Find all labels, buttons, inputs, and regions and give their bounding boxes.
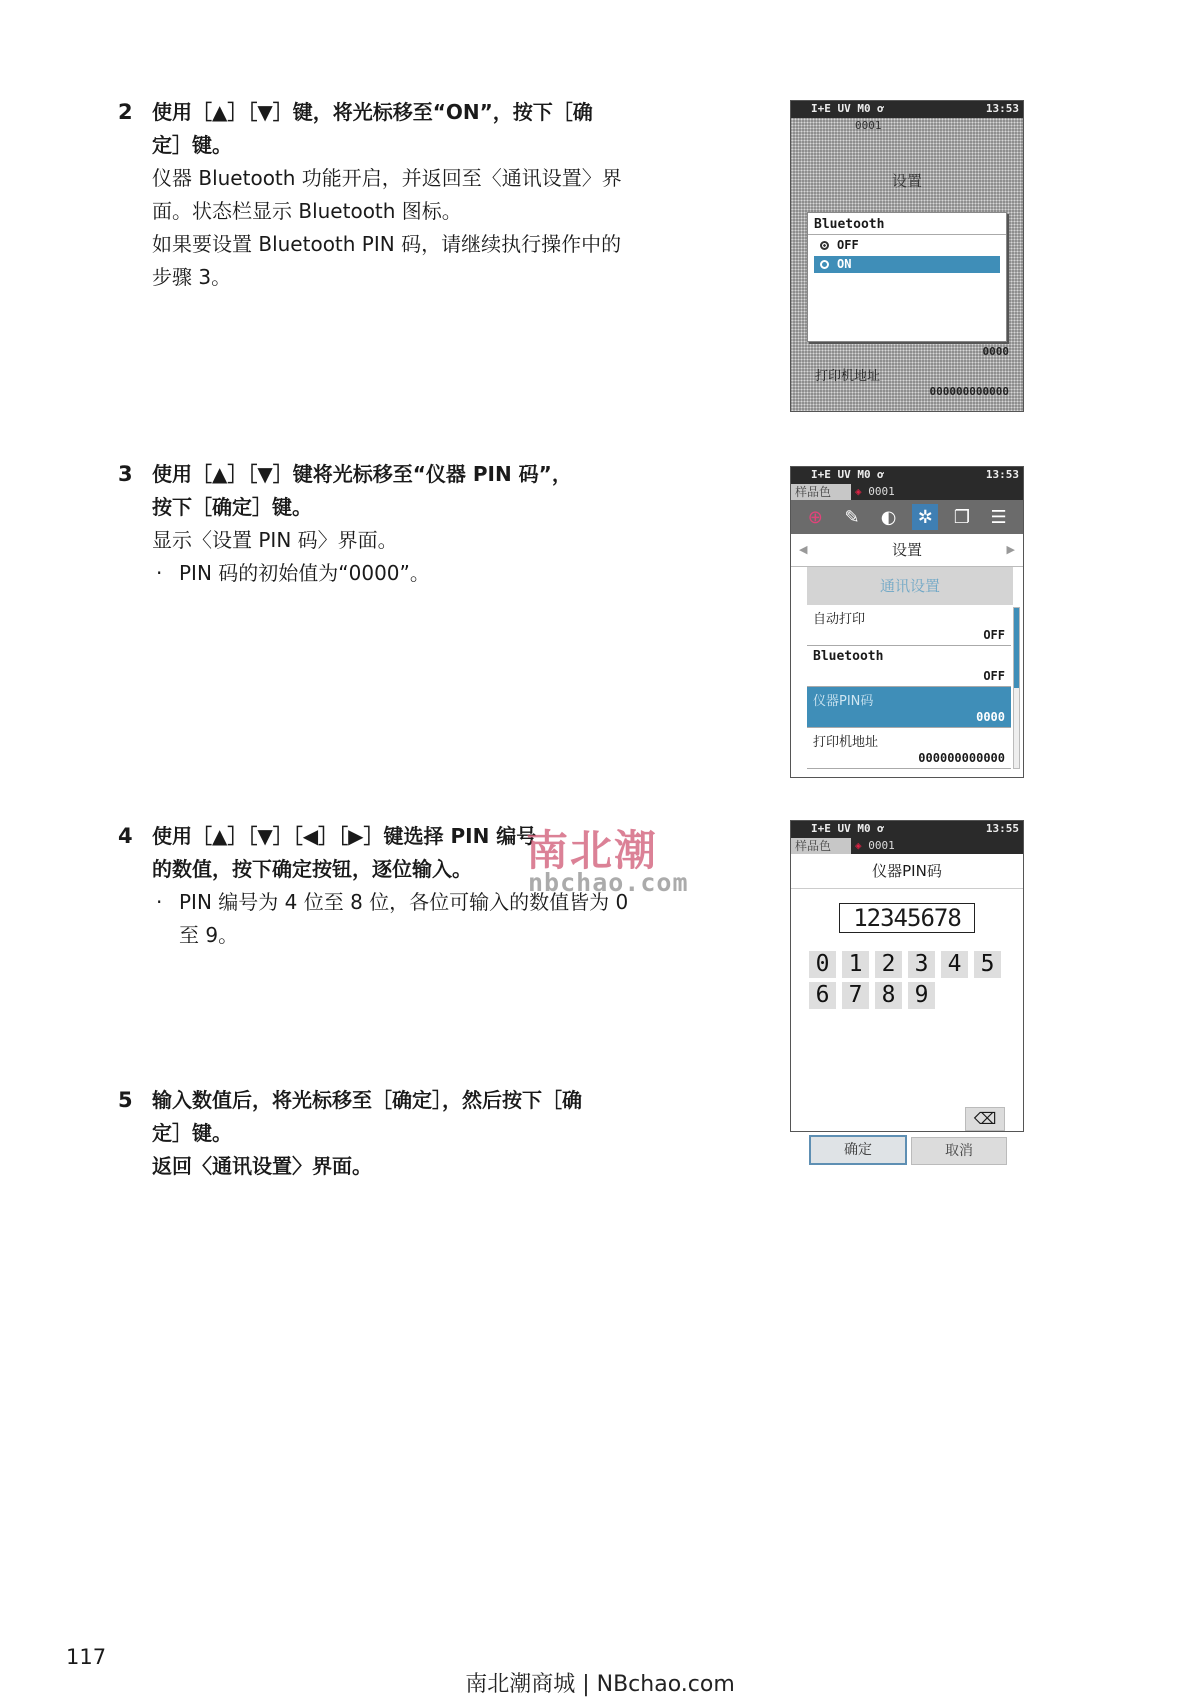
digit-key[interactable]: 8 bbox=[875, 982, 902, 1009]
status-icons: I+E UV M0 ơ bbox=[811, 102, 884, 115]
scrollbar-thumb[interactable] bbox=[1014, 608, 1019, 688]
step-title: 使用［▲］［▼］键，将光标移至“ON”，按下［确 bbox=[152, 100, 593, 124]
status-icons: I+E UV M0 ơ bbox=[811, 468, 884, 481]
page-number: 117 bbox=[66, 1645, 107, 1669]
item-label: 自动打印 bbox=[813, 612, 866, 627]
step-text: 面。状态栏显示 Bluetooth 图标。 bbox=[152, 199, 462, 223]
option-on[interactable] bbox=[814, 256, 1000, 273]
backspace-button[interactable] bbox=[965, 1107, 1005, 1131]
digit-key[interactable]: 1 bbox=[842, 951, 869, 978]
bullet-dot: · bbox=[156, 890, 163, 914]
bluetooth-dialog bbox=[807, 212, 1007, 342]
step-title: 使用［▲］［▼］［◀］［▶］键选择 PIN 编号 bbox=[152, 824, 537, 848]
step-2 bbox=[118, 96, 658, 294]
step-number: 5 bbox=[118, 1088, 133, 1112]
list-label: 打印机地址 bbox=[815, 369, 881, 384]
step-text: 如果要设置 Bluetooth PIN 码，请继续执行操作中的 bbox=[152, 232, 622, 256]
option-label: OFF bbox=[837, 238, 859, 252]
step-title: 输入数值后，将光标移至［确定］，然后按下［确 bbox=[152, 1088, 582, 1112]
sample-row bbox=[791, 838, 1023, 854]
cancel-button[interactable]: 取消 bbox=[911, 1137, 1007, 1165]
step-title-cont: 的数值，按下确定按钮，逐位输入。 bbox=[152, 857, 472, 881]
bullet-item-cont bbox=[152, 919, 658, 952]
step-title-cont: 按下［确定］键。 bbox=[152, 495, 312, 519]
step-text: 步骤 3。 bbox=[152, 265, 232, 289]
status-time: 13:53 bbox=[985, 468, 1019, 481]
gear-icon[interactable]: ✲ bbox=[912, 504, 938, 530]
step-number: 3 bbox=[118, 462, 133, 486]
list-header: 通讯设置 bbox=[807, 567, 1013, 605]
sample-tab[interactable]: 样品色 bbox=[791, 838, 851, 854]
status-icons: I+E UV M0 ơ bbox=[811, 822, 884, 835]
screen-title: 仪器PIN码 bbox=[791, 854, 1023, 889]
icon-toolbar bbox=[791, 500, 1023, 534]
list-item-pin[interactable] bbox=[807, 687, 1011, 728]
device-screen-comm-settings bbox=[790, 466, 1024, 778]
sample-number bbox=[855, 838, 895, 854]
step-3 bbox=[118, 458, 658, 590]
step-text: 仪器 Bluetooth 功能开启，并返回至〈通讯设置〉界 bbox=[152, 166, 622, 190]
settings-titlebar bbox=[791, 534, 1023, 567]
device-screen-bluetooth-dialog bbox=[790, 100, 1024, 412]
status-bar bbox=[791, 101, 1023, 118]
digit-key[interactable]: 5 bbox=[974, 951, 1001, 978]
backspace-icon: ⌫ bbox=[973, 1109, 997, 1128]
digit-key[interactable]: 2 bbox=[875, 951, 902, 978]
list-value: 0000 bbox=[982, 345, 1009, 358]
settings-list bbox=[791, 567, 1023, 769]
digit-key[interactable]: 4 bbox=[941, 951, 968, 978]
scrollbar[interactable] bbox=[1013, 607, 1020, 769]
step-number: 2 bbox=[118, 100, 133, 124]
digit-key[interactable]: 3 bbox=[908, 951, 935, 978]
pin-input[interactable]: 12345678 bbox=[839, 903, 975, 933]
watermark-url: nbchao.com bbox=[528, 868, 689, 897]
sample-marker-icon: ◈ bbox=[855, 839, 862, 852]
bullet-text: PIN 码的初始值为“0000”。 bbox=[179, 561, 430, 585]
digit-key[interactable]: 6 bbox=[809, 982, 836, 1009]
target-icon[interactable]: ⊕ bbox=[807, 506, 823, 528]
device-screen-pin-entry bbox=[790, 820, 1024, 1159]
bullet-text: PIN 编号为 4 位至 8 位，各位可输入的数值皆为 0 bbox=[179, 890, 629, 914]
item-value: OFF bbox=[983, 628, 1005, 642]
sample-number bbox=[855, 484, 895, 500]
step-title: 使用［▲］［▼］键将光标移至“仪器 PIN 码”， bbox=[152, 462, 572, 486]
sample-number-text: 0001 bbox=[868, 485, 895, 498]
step-title-cont: 定］键。 bbox=[152, 1121, 232, 1145]
screen-title: 设置 bbox=[891, 172, 922, 190]
option-off[interactable] bbox=[814, 237, 1000, 254]
sample-marker-icon: ◈ bbox=[855, 485, 862, 498]
status-bar bbox=[791, 467, 1023, 484]
bullet-text: 至 9。 bbox=[179, 923, 239, 947]
sample-row bbox=[791, 484, 1023, 500]
item-label: Bluetooth bbox=[813, 649, 884, 664]
sample-number: 0001 bbox=[855, 119, 882, 132]
list-value: 000000000000 bbox=[929, 385, 1009, 398]
status-time: 13:53 bbox=[985, 102, 1019, 115]
status-time: 13:55 bbox=[985, 822, 1019, 835]
status-bar bbox=[791, 821, 1023, 838]
digit-key[interactable]: 9 bbox=[908, 982, 935, 1009]
option-label: ON bbox=[837, 257, 852, 271]
item-value: 0000 bbox=[976, 710, 1005, 724]
digit-keypad bbox=[809, 949, 1019, 1011]
footer-text: 南北潮商城 | NBchao.com bbox=[465, 1672, 735, 1697]
step-5 bbox=[118, 1084, 658, 1183]
step-text: 返回〈通讯设置〉界面。 bbox=[152, 1154, 372, 1178]
item-value: 000000000000 bbox=[918, 751, 1005, 765]
sample-number-text: 0001 bbox=[868, 839, 895, 852]
step-text: 显示〈设置 PIN 码〉界面。 bbox=[152, 528, 398, 552]
arrow-right-icon[interactable]: ▶ bbox=[1006, 543, 1015, 556]
job-icon[interactable]: ☰ bbox=[990, 506, 1007, 528]
digit-key[interactable]: 7 bbox=[842, 982, 869, 1009]
screen-title: 设置 bbox=[891, 541, 922, 559]
list-item-auto-print[interactable] bbox=[807, 605, 1011, 646]
watermark-text: 南北潮 bbox=[526, 826, 659, 875]
wrench-icon[interactable]: ✎ bbox=[844, 506, 860, 528]
step-number: 4 bbox=[118, 824, 133, 848]
bullet-dot: · bbox=[156, 561, 163, 585]
copy-icon[interactable]: ❐ bbox=[953, 506, 971, 528]
digit-key[interactable]: 0 bbox=[809, 951, 836, 978]
step-title-cont: 定］键。 bbox=[152, 133, 232, 157]
arrow-left-icon[interactable]: ◀ bbox=[799, 543, 808, 556]
bullet-item bbox=[152, 557, 658, 590]
radio-icon bbox=[820, 241, 829, 250]
sample-tab[interactable]: 样品色 bbox=[791, 484, 851, 500]
list-item-bluetooth[interactable] bbox=[807, 646, 1011, 687]
item-label: 仪器PIN码 bbox=[813, 694, 874, 709]
calibration-icon[interactable]: ◐ bbox=[880, 506, 897, 528]
list-item-printer-address[interactable] bbox=[807, 728, 1011, 769]
radio-icon bbox=[820, 260, 829, 269]
item-value: OFF bbox=[983, 669, 1005, 683]
dialog-title: Bluetooth bbox=[808, 213, 1006, 235]
ok-button[interactable]: 确定 bbox=[809, 1135, 907, 1165]
item-label: 打印机地址 bbox=[813, 735, 879, 750]
